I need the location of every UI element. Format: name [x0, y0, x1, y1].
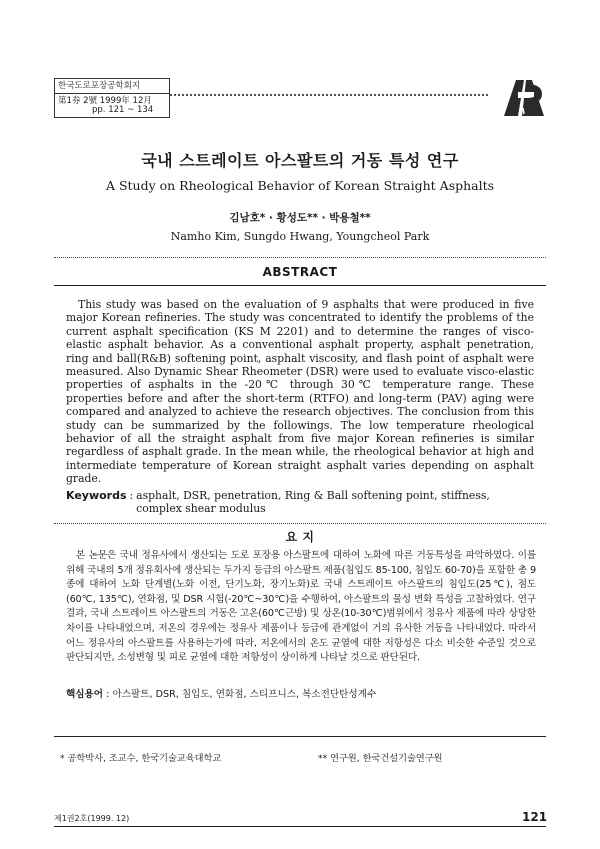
keywords-korean: [66, 686, 536, 700]
abstract-heading: ABSTRACT: [262, 265, 338, 279]
footer-rule: [54, 826, 546, 827]
journal-volume: 第1券 2號 1999年 12月: [58, 96, 152, 106]
header-dotted-rule: [170, 94, 488, 96]
journal-logo-icon: [496, 70, 552, 126]
divider: [54, 523, 546, 524]
yoji-heading: 요 지: [285, 530, 315, 544]
footnote-author-1: * 공학박사, 조교수, 한국기술교육대학교: [60, 753, 222, 764]
journal-name: 한국도로포장공학회지: [55, 79, 169, 94]
abstract-text: This study was based on the evaluation of 9 asphalts that were produced in five major Korean refineries. The study was concentrated to identify the problems of the current asphalt specification (KS M 2201) and to determine the ranges of visco-elastic asphalt behavior. As a conventional asphalt property, asphalt penetration, ring and ball(R&B) softening point, asphalt viscosity, and flash point of asphalt were measured. Also Dynamic Shear Rheometer (DSR) were used to evaluate visco-elastic properties of asphalts in the -20℃ through 30℃ temperature range. These properties before and after the short-term (RTFO) and long-term (PAV) aging were compared and analyzed to achieve the research objectives. The conclusion from this study can be summarized by the followings. The low temperature rheological behavior of all the straight asphalt from five major Korean refineries is similar regardless of asphalt grade. In the mean while, the rheological behavior at high and intermediate temperature of Korean straight asphalt varies depending on asphalt grade.: [66, 298, 534, 486]
authors-english: Namho Kim, Sungdo Hwang, Youngcheol Park: [170, 230, 430, 243]
authors-korean: 김남호* · 황성도** · 박용철**: [229, 212, 371, 224]
footnote-author-2: ** 연구원, 한국건설기술연구원: [318, 753, 443, 764]
page-number: 121: [522, 810, 548, 824]
keywords-label: Keywords: [66, 489, 127, 502]
title-korean: 국내 스트레이트 아스팔트의 거동 특성 연구: [141, 151, 459, 170]
keywords-text: asphalt, DSR, penetration, Ring & Ball softening point, stiffness, complex shear modulus: [136, 489, 490, 516]
footer-issue: 제1권2호(1999. 12): [54, 814, 130, 823]
keywords-colon: :: [129, 489, 134, 502]
divider: [54, 257, 546, 258]
journal-pages: pp. 121 ~ 134: [92, 105, 154, 115]
title-english: A Study on Rheological Behavior of Korean Straight Asphalts: [105, 178, 495, 193]
yoji-text: 본 논문은 국내 정유사에서 생산되는 도로 포장용 아스팔트에 대하여 노화에 따른 거동특성을 파악하였다. 이를 위해 국내의 5개 정유회사에 생산되는 두가지 등급의 아스팔트 제품(침입도 85-100, 침입도 60-70)을 포함한 총 9종에 대하여 노화 단계별(노화 이전, 단기노화, 장기노화)로 국내 스트레이트 아스팔트의 침입도(25℃), 점도(60℃, 135℃), 연화점, 및 DSR 시험(-20℃~30℃)을 수행하여, 아스팔트의 물성 변화 특성을 고찰하였다. 연구 결과, 국내 스트레이트 아스팔트의 거동은 고온(60℃근방) 및 상온(10-30℃)범위에서 정유사 제품에 따라 상당한 차이를 나타내었으며, 저온의 경우에는 정유사 제품이나 등급에 관계없이 거의 유사한 거동을 나타내었다. 따라서 어느 정유사의 아스팔트를 사용하는가에 따라, 저온에서의 온도 균열에 대한 저항성은 다소 비슷한 수준일 것으로 판단되지만, 소성변형 및 피로 균열에 대한 저항성이 상이하게 나타날 것으로 판단된다.: [66, 550, 536, 664]
divider: [54, 736, 546, 737]
keywords-korean-colon: :: [106, 689, 113, 700]
keywords-korean-label: 핵심용어: [66, 689, 104, 700]
keywords: [66, 489, 536, 516]
divider: [54, 285, 546, 286]
keywords-korean-text: 아스팔트, DSR, 침입도, 연화점, 스티프니스, 복소전단탄성계수: [112, 689, 377, 700]
